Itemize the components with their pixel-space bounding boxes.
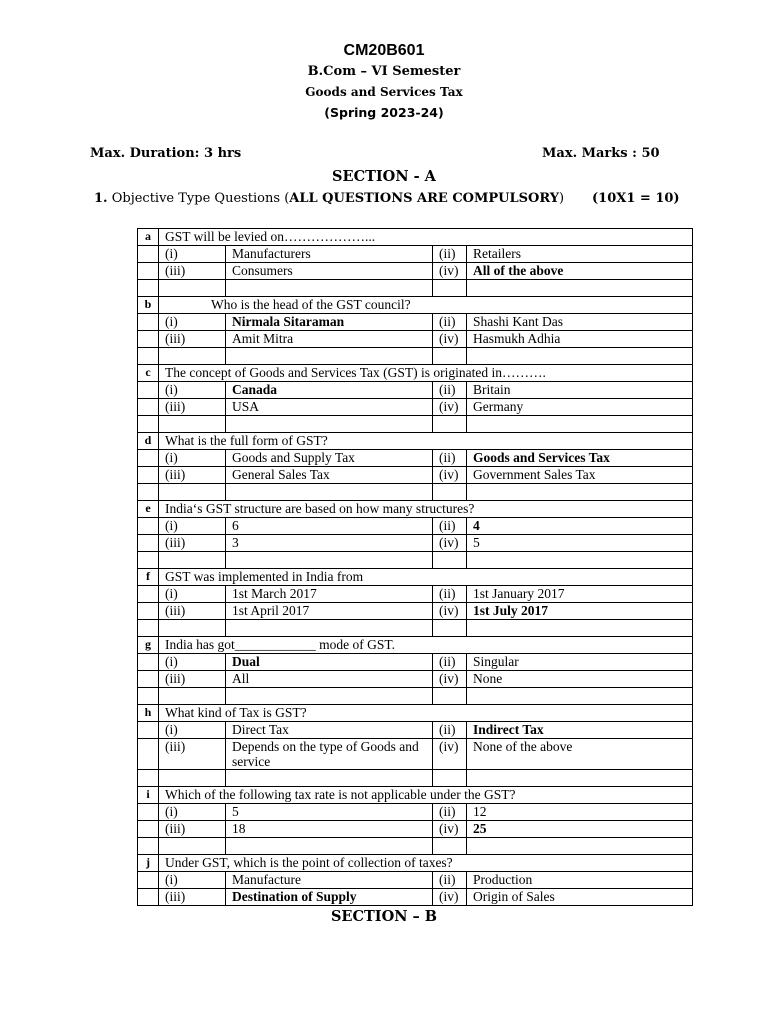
option-text: Production [467,872,693,889]
option-row [138,314,693,331]
max-duration: Max. Duration: 3 hrs [90,146,242,161]
question-text: The concept of Goods and Services Tax (GST) is originated in………. [159,365,693,382]
max-marks: Max. Marks : 50 [542,146,660,161]
option-number: (ii) [433,654,467,671]
option-row [138,246,693,263]
spacer-cell [159,620,226,637]
spacer-cell [138,416,159,433]
spacer-row [138,484,693,501]
spacer-cell [159,552,226,569]
option-number: (i) [159,804,226,821]
question-row [138,229,693,246]
option-text: 1st July 2017 [467,603,693,620]
question-row [138,855,693,872]
option-row [138,399,693,416]
option-text: Indirect Tax [467,722,693,739]
option-text: Dual [226,654,433,671]
question-text: India has got____________ mode of GST. [159,637,693,654]
question-row [138,787,693,804]
spacer-cell [467,348,693,365]
option-number: (iv) [433,739,467,770]
question-suffix: ) [559,191,565,206]
question-marks: (10X1 = 10) [592,191,680,206]
option-number: (ii) [433,586,467,603]
option-text: Origin of Sales [467,889,693,906]
option-letter-spacer [138,382,159,399]
option-text: Direct Tax [226,722,433,739]
option-text: Shashi Kant Das [467,314,693,331]
option-text: 4 [467,518,693,535]
objective-questions-table [137,228,693,906]
option-letter-spacer [138,518,159,535]
option-letter-spacer [138,450,159,467]
option-number: (ii) [433,246,467,263]
spacer-cell [467,620,693,637]
option-number: (iv) [433,671,467,688]
question-letter: a [138,229,159,246]
course-code: CM20B601 [343,42,425,59]
spacer-cell [433,280,467,297]
option-letter-spacer [138,739,159,770]
option-number: (i) [159,518,226,535]
option-letter-spacer [138,263,159,280]
spacer-cell [159,280,226,297]
option-number: (ii) [433,722,467,739]
option-number: (iii) [159,889,226,906]
spacer-row [138,838,693,855]
option-text: Government Sales Tax [467,467,693,484]
option-row [138,467,693,484]
question-text: Who is the head of the GST council? [159,297,693,314]
spacer-cell [467,416,693,433]
option-number: (i) [159,722,226,739]
option-text: 5 [226,804,433,821]
option-text: 1st April 2017 [226,603,433,620]
option-text: Germany [467,399,693,416]
option-number: (i) [159,586,226,603]
option-text: Singular [467,654,693,671]
spacer-cell [226,552,433,569]
spacer-cell [138,770,159,787]
option-letter-spacer [138,804,159,821]
spacer-cell [226,280,433,297]
option-text: 12 [467,804,693,821]
option-text: Canada [226,382,433,399]
question-letter: d [138,433,159,450]
spacer-cell [159,484,226,501]
question-prefix: Objective Type Questions ( [107,191,290,206]
option-number: (ii) [433,314,467,331]
option-row [138,889,693,906]
option-row [138,739,693,770]
option-number: (iv) [433,603,467,620]
option-text: None [467,671,693,688]
option-letter-spacer [138,586,159,603]
question-emphasis: ALL QUESTIONS ARE COMPULSORY [289,191,560,206]
spacer-cell [226,620,433,637]
option-number: (i) [159,382,226,399]
question-row [138,501,693,518]
spacer-row [138,416,693,433]
spacer-cell [138,280,159,297]
option-letter-spacer [138,535,159,552]
spacer-cell [138,620,159,637]
option-text: Goods and Services Tax [467,450,693,467]
option-number: (iv) [433,467,467,484]
option-number: (iii) [159,671,226,688]
option-row [138,671,693,688]
option-row [138,382,693,399]
spacer-cell [159,416,226,433]
option-row [138,263,693,280]
spacer-row [138,348,693,365]
option-text: 6 [226,518,433,535]
option-row [138,654,693,671]
option-number: (iv) [433,535,467,552]
questions-body [138,229,693,906]
option-number: (iv) [433,331,467,348]
option-letter-spacer [138,603,159,620]
option-number: (i) [159,450,226,467]
option-number: (i) [159,246,226,263]
spacer-cell [159,688,226,705]
option-number: (iv) [433,263,467,280]
option-letter-spacer [138,314,159,331]
spacer-row [138,552,693,569]
option-text: Hasmukh Adhia [467,331,693,348]
question-letter: g [138,637,159,654]
question-letter: f [138,569,159,586]
option-row [138,872,693,889]
spacer-cell [467,770,693,787]
option-number: (ii) [433,450,467,467]
option-number: (iv) [433,821,467,838]
question-letter: c [138,365,159,382]
spacer-cell [138,552,159,569]
option-number: (iii) [159,821,226,838]
spacer-cell [159,348,226,365]
option-row [138,821,693,838]
question-row [138,637,693,654]
option-text: USA [226,399,433,416]
question-row [138,569,693,586]
option-text: Consumers [226,263,433,280]
option-text: Nirmala Sitaraman [226,314,433,331]
option-row [138,804,693,821]
spacer-cell [433,620,467,637]
option-letter-spacer [138,722,159,739]
spacer-row [138,280,693,297]
option-number: (i) [159,314,226,331]
question-text: India‘s GST structure are based on how many structures? [159,501,693,518]
option-text: Britain [467,382,693,399]
spacer-cell [159,770,226,787]
spacer-cell [226,688,433,705]
option-row [138,586,693,603]
question-letter: h [138,705,159,722]
subject-title: Goods and Services Tax [305,85,463,99]
spacer-cell [433,688,467,705]
spacer-cell [138,838,159,855]
spacer-cell [226,484,433,501]
term-label: (Spring 2023-24) [324,105,444,120]
spacer-cell [467,688,693,705]
option-text: All [226,671,433,688]
option-letter-spacer [138,889,159,906]
section-b-title: SECTION – B [330,908,438,925]
spacer-cell [226,348,433,365]
option-letter-spacer [138,467,159,484]
option-number: (ii) [433,518,467,535]
option-number: (ii) [433,804,467,821]
option-number: (iii) [159,467,226,484]
spacer-cell [433,552,467,569]
question-letter: b [138,297,159,314]
option-letter-spacer [138,654,159,671]
spacer-cell [467,552,693,569]
question-intro [94,191,564,206]
option-number: (iii) [159,263,226,280]
question-text: Which of the following tax rate is not applicable under the GST? [159,787,693,804]
question-row [138,433,693,450]
question-row [138,365,693,382]
option-number: (iii) [159,331,226,348]
option-number: (iii) [159,399,226,416]
question-text: What kind of Tax is GST? [159,705,693,722]
question-row [138,705,693,722]
spacer-cell [433,484,467,501]
question-text: Under GST, which is the point of collection of taxes? [159,855,693,872]
section-a-title: SECTION - A [332,168,436,185]
option-number: (iv) [433,399,467,416]
option-text: 1st March 2017 [226,586,433,603]
question-text: What is the full form of GST? [159,433,693,450]
option-number: (i) [159,872,226,889]
option-text: All of the above [467,263,693,280]
spacer-cell [138,688,159,705]
spacer-cell [433,348,467,365]
question-number: 1. [94,191,108,206]
option-letter-spacer [138,246,159,263]
spacer-cell [138,484,159,501]
option-text: 3 [226,535,433,552]
spacer-cell [467,838,693,855]
question-text: GST will be levied on………………... [159,229,693,246]
option-text: Manufacturers [226,246,433,263]
option-letter-spacer [138,671,159,688]
option-text: 18 [226,821,433,838]
option-text: 5 [467,535,693,552]
option-row [138,331,693,348]
spacer-cell [467,484,693,501]
option-number: (i) [159,654,226,671]
option-letter-spacer [138,872,159,889]
option-text: Depends on the type of Goods and service [226,739,433,770]
question-letter: j [138,855,159,872]
option-row [138,450,693,467]
question-letter: i [138,787,159,804]
option-number: (iii) [159,603,226,620]
option-row [138,603,693,620]
spacer-row [138,688,693,705]
question-text: GST was implemented in India from [159,569,693,586]
option-row [138,722,693,739]
spacer-cell [226,770,433,787]
spacer-row [138,770,693,787]
option-text: 1st January 2017 [467,586,693,603]
option-letter-spacer [138,331,159,348]
option-number: (iii) [159,739,226,770]
option-letter-spacer [138,821,159,838]
question-letter: e [138,501,159,518]
spacer-cell [159,838,226,855]
option-text: Retailers [467,246,693,263]
option-text: Amit Mitra [226,331,433,348]
spacer-cell [138,348,159,365]
option-text: 25 [467,821,693,838]
spacer-cell [226,838,433,855]
option-text: General Sales Tax [226,467,433,484]
option-number: (iii) [159,535,226,552]
option-row [138,535,693,552]
option-number: (ii) [433,382,467,399]
spacer-cell [226,416,433,433]
option-number: (ii) [433,872,467,889]
option-number: (iv) [433,889,467,906]
spacer-cell [467,280,693,297]
option-letter-spacer [138,399,159,416]
spacer-row [138,620,693,637]
option-row [138,518,693,535]
question-row [138,297,693,314]
spacer-cell [433,416,467,433]
option-text: None of the above [467,739,693,770]
spacer-cell [433,838,467,855]
option-text: Goods and Supply Tax [226,450,433,467]
option-text: Destination of Supply [226,889,433,906]
program-title: B.Com – VI Semester [307,64,461,79]
option-text: Manufacture [226,872,433,889]
spacer-cell [433,770,467,787]
